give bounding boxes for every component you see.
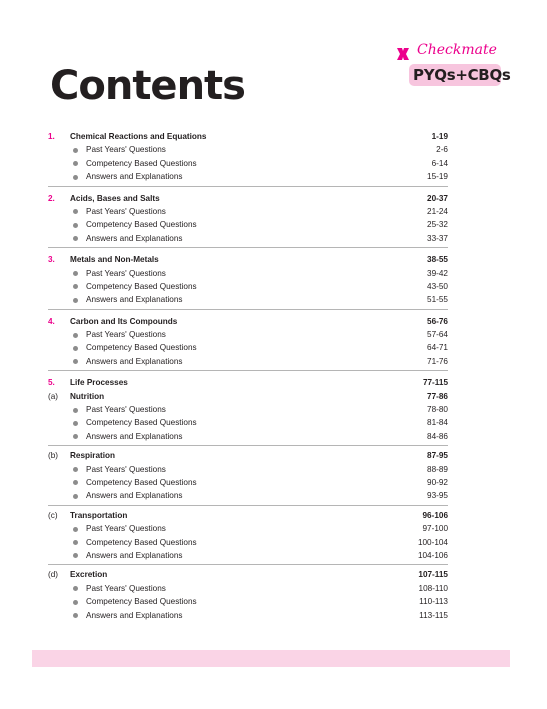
section-letter: (b) — [48, 451, 59, 461]
toc-subitem[interactable] — [48, 430, 448, 443]
subitem-pages: 33-37 — [427, 233, 448, 243]
section-row[interactable] — [48, 449, 448, 462]
bullet-icon — [73, 434, 78, 439]
toc-subitem[interactable] — [48, 416, 448, 429]
brand-subtitle: PYQs+CBQs — [413, 66, 511, 84]
chapter-number: 2. — [48, 193, 55, 203]
subitem-label: Competency Based Questions — [86, 477, 197, 487]
toc-subitem[interactable] — [48, 293, 448, 306]
bullet-icon — [73, 600, 78, 605]
chapter-number: 3. — [48, 255, 55, 265]
subitem-pages: 104-106 — [417, 550, 448, 560]
subitem-label: Past Years' Questions — [86, 464, 166, 474]
subitem-label: Answers and Explanations — [86, 295, 183, 305]
subitem-label: Past Years' Questions — [86, 268, 166, 278]
toc-subitem[interactable] — [48, 205, 448, 218]
section-title: Nutrition — [70, 391, 105, 401]
toc-subitem[interactable] — [48, 476, 448, 489]
subitem-label: Past Years' Questions — [86, 330, 166, 340]
subitem-pages: 2-6 — [436, 145, 448, 155]
subitem-pages: 90-92 — [427, 477, 448, 487]
section-pages: 87-95 — [427, 451, 448, 461]
section-title: Excretion — [70, 570, 108, 580]
subitem-pages: 84-86 — [427, 431, 448, 441]
table-of-contents — [48, 130, 448, 629]
section-title: Respiration — [70, 451, 116, 461]
toc-subitem[interactable] — [48, 280, 448, 293]
subitem-label: Competency Based Questions — [86, 281, 197, 291]
subitem-label: Answers and Explanations — [86, 491, 183, 501]
chapter-title: Chemical Reactions and Equations — [70, 132, 207, 141]
subitem-pages: 21-24 — [427, 206, 448, 216]
brand-logo — [395, 40, 511, 96]
section-title: Transportation — [70, 510, 128, 520]
subitem-pages: 81-84 — [427, 418, 448, 428]
subitem-label: Competency Based Questions — [86, 343, 197, 353]
subitem-pages: 39-42 — [427, 268, 448, 278]
footer-band — [32, 650, 510, 667]
subitem-pages: 43-50 — [427, 281, 448, 291]
bullet-icon — [73, 346, 78, 351]
subitem-pages: 15-19 — [427, 172, 448, 182]
chapter-title: Acids, Bases and Salts — [70, 193, 160, 203]
subitem-label: Answers and Explanations — [86, 550, 183, 560]
page-title: Contents — [50, 63, 245, 109]
toc-subitem[interactable] — [48, 328, 448, 341]
section-block — [48, 390, 448, 444]
section-pages: 96-106 — [422, 510, 448, 520]
chapter-title: Metals and Non-Metals — [70, 255, 159, 265]
bullet-icon — [73, 540, 78, 545]
subitem-pages: 51-55 — [427, 295, 448, 305]
subitem-label: Answers and Explanations — [86, 431, 183, 441]
chapter-title: Carbon and Its Compounds — [70, 316, 178, 326]
subitem-label: Competency Based Questions — [86, 220, 197, 230]
chapter-pages: 77-115 — [422, 378, 448, 388]
bullet-icon — [73, 161, 78, 166]
chapter-number: 5. — [48, 378, 55, 388]
toc-subitem[interactable] — [48, 595, 448, 608]
toc-subitem[interactable] — [48, 267, 448, 280]
bullet-icon — [73, 359, 78, 364]
bullet-icon — [73, 223, 78, 228]
section-block — [48, 445, 448, 503]
subitem-pages: 25-32 — [427, 220, 448, 230]
subitem-pages: 6-14 — [431, 158, 448, 168]
chapter-row[interactable] — [48, 315, 448, 328]
toc-subitem[interactable] — [48, 218, 448, 231]
section-letter: (a) — [48, 391, 59, 401]
chapter-block — [48, 253, 448, 310]
subitem-label: Answers and Explanations — [86, 172, 183, 182]
brand-title: Checkmate — [417, 42, 497, 58]
chapter-pages: 1-19 — [431, 132, 448, 141]
bullet-icon — [73, 494, 78, 499]
subitem-pages: 113-115 — [419, 610, 448, 620]
toc-subitem[interactable] — [48, 536, 448, 549]
bullet-icon — [73, 175, 78, 180]
bullet-icon — [73, 421, 78, 426]
toc-subitem[interactable] — [48, 549, 448, 562]
subitem-label: Competency Based Questions — [86, 158, 197, 168]
chapter-row[interactable] — [48, 376, 448, 389]
subitem-label: Past Years' Questions — [86, 145, 166, 155]
toc-subitem[interactable] — [48, 170, 448, 183]
section-pages: 107-115 — [418, 570, 448, 580]
bullet-icon — [73, 298, 78, 303]
section-block — [48, 505, 448, 563]
subitem-label: Answers and Explanations — [86, 610, 183, 620]
subitem-pages: 78-80 — [427, 405, 448, 415]
subitem-pages: 110-113 — [419, 597, 448, 607]
bullet-icon — [73, 408, 78, 413]
subitem-pages: 97-100 — [422, 524, 448, 534]
section-row[interactable] — [48, 568, 448, 581]
toc-subitem[interactable] — [48, 609, 448, 622]
toc-subitem[interactable] — [48, 522, 448, 535]
subitem-pages: 93-95 — [427, 491, 448, 501]
toc-subitem[interactable] — [48, 157, 448, 170]
bullet-icon — [73, 148, 78, 153]
bullet-icon — [73, 467, 78, 472]
chapter-block — [48, 130, 448, 187]
subitem-pages: 88-89 — [427, 464, 448, 474]
bullet-icon — [73, 480, 78, 485]
chapter-pages: 56-76 — [427, 316, 448, 326]
chapter-number: 4. — [48, 316, 55, 326]
subitem-pages: 108-110 — [418, 583, 448, 593]
bullet-icon — [73, 236, 78, 241]
toc-subitem[interactable] — [48, 143, 448, 156]
bullet-icon — [73, 271, 78, 276]
toc-subitem[interactable] — [48, 355, 448, 368]
section-letter: (d) — [48, 570, 59, 580]
subitem-label: Past Years' Questions — [86, 405, 166, 415]
toc-subitem[interactable] — [48, 463, 448, 476]
subitem-label: Answers and Explanations — [86, 233, 183, 243]
chapter-pages: 20-37 — [427, 193, 448, 203]
chapter-row[interactable] — [48, 130, 448, 143]
section-block — [48, 564, 448, 622]
chapter-block — [48, 376, 448, 624]
chapter-number: 1. — [48, 132, 55, 141]
section-row[interactable] — [48, 390, 448, 403]
subitem-label: Competency Based Questions — [86, 418, 197, 428]
toc-subitem[interactable] — [48, 403, 448, 416]
section-pages: 77-86 — [427, 391, 448, 401]
section-row[interactable] — [48, 509, 448, 522]
bullet-icon — [73, 284, 78, 289]
subitem-label: Competency Based Questions — [86, 537, 197, 547]
chapter-row[interactable] — [48, 192, 448, 205]
toc-subitem[interactable] — [48, 489, 448, 502]
subitem-pages: 100-104 — [417, 537, 448, 547]
subitem-label: Answers and Explanations — [86, 356, 183, 366]
chapter-row[interactable] — [48, 253, 448, 266]
subitem-label: Past Years' Questions — [86, 206, 166, 216]
bullet-icon — [73, 527, 78, 532]
bullet-icon — [73, 209, 78, 214]
chapter-block — [48, 315, 448, 372]
chapter-title: Life Processes — [70, 378, 128, 388]
subitem-pages: 57-64 — [427, 330, 448, 340]
section-letter: (c) — [48, 510, 58, 520]
bullet-icon — [73, 333, 78, 338]
toc-subitem[interactable] — [48, 582, 448, 595]
subitem-label: Past Years' Questions — [86, 524, 166, 534]
subitem-pages: 64-71 — [427, 343, 448, 353]
toc-subitem[interactable] — [48, 341, 448, 354]
subitem-label: Competency Based Questions — [86, 597, 197, 607]
chapter-pages: 38-55 — [427, 255, 448, 265]
subitem-pages: 71-76 — [427, 356, 448, 366]
subitem-label: Past Years' Questions — [86, 583, 166, 593]
chapter-block — [48, 192, 448, 249]
x-mark-icon — [395, 46, 411, 62]
bullet-icon — [73, 553, 78, 558]
toc-subitem[interactable] — [48, 232, 448, 245]
bullet-icon — [73, 613, 78, 618]
bullet-icon — [73, 586, 78, 591]
